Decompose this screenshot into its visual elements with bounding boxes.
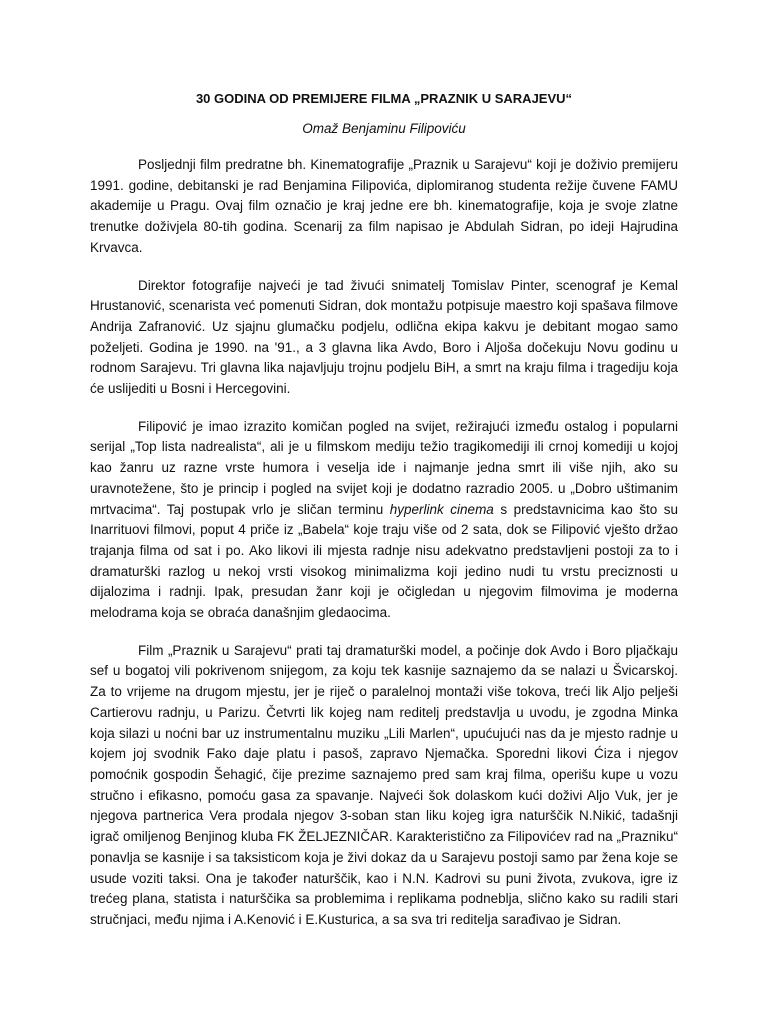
paragraph-3	[90, 417, 678, 624]
paragraph-3-text-after: s predstavnicima kao što su Inarrituovi filmovi, poput 4 priče iz „Babela“ koje traju više od 2 sata, dok se Filipović vješto držao trajanja filma od sat i po. Ako likovi ili mjesta radnje nisu adekvatno predstavljeni postoji za to i dramaturški razlog u nekoj vrsti visokog minimalizma koji jedino nudi tu vrstu preciznosti u dijalozima i radnji. Ipak, presudan žanr koji je očigledan u njegovim filmovima je moderna melodrama koja se obraća današnjim gledaocima.	[90, 501, 679, 621]
paragraph-3-italic-term: hyperlink cinema	[389, 501, 494, 517]
document-title: 30 GODINA OD PREMIJERE FILMA „PRAZNIK U SARAJEVU“	[195, 91, 573, 106]
paragraph-4: Film „Praznik u Sarajevu“ prati taj dramaturški model, a počinje dok Avdo i Boro pljačkaju sef u bogatoj vili pokrivenom snijegom, za koju tek kasnije saznajemo da se nalazi u Švicarskoj. Za to vrijeme na drugom mjestu, jer je riječ o paralelnoj montaži više tokova, treći lik Aljo pelješi Cartierovu radnju, u Parizu. Četvrti lik kojeg nam reditelj predstavlja u uvodu, je zgodna Minka koja silazi u noćni bar uz instrumentalnu muziku „Lili Marlen“, upućujući nas da je mjesto radnje u kojem joj svodnik Fako daje platu i pasoš, zapravo Njemačka. Sporedni likovi Ćiza i njegov pomoćnik gospodin Šehagić, čije prezime saznajemo pred sam kraj filma, operišu kupe u vozu stručno i efikasno, pomoću gasa za spavanje. Najveći šok dolaskom kući doživi Aljo Vuk, jer je njegova partnerica Vera prodala njegov 3-soban stan liku kojeg igra naturščik N.Nikić, tadašnji igrač omiljenog Benjinog kluba FK ŽELJEZNIČAR. Karakteristično za Filipovićev rad na „Prazniku“ ponavlja se kasnije i sa taksisticom koja je živi dokaz da u Sarajevu postoji samo par žena koje se usude voziti taksi. Ona je također naturščik, kao i N.N. Kadrovi su puni života, zvukova, igre iz trećeg plana, statista i naturščika sa problemima i replikama podnebljа, slično kako su radili stari stručnjaci, među njima i A.Kenović i E.Kusturica, a sa sva tri reditelja sarađivao je Sidran.	[90, 642, 678, 927]
document-subtitle: Omaž Benjaminu Filipoviću	[302, 121, 466, 136]
paragraph-2: Direktor fotografije najveći je tad živući snimatelj Tomislav Pinter, scenograf je Kemal Hrustanović, scenarista već pomenuti Sidran, dok montažu potpisuje maestro koji spašava filmove Andrija Zafranović. Uz sjajnu glumačku podjelu, odlična ekipa kakvu je debitant mogao samo poželjeti. Godina je 1990. na '91., a 3 glavna lika Avdo, Boro i Aljoša dočekuju Novu godinu u rodnom Sarajevu. Tri glavna lika najavljuju trojnu podjelu BiH, a smrt na kraju filma i tragediju koja će uslijediti u Bosni i Hercegovini.	[90, 277, 678, 397]
paragraph-3-text-before: Filipović je imao izrazito komičan pogled na svijet, režirajući između ostalog i popularni serijal „Top lista nadrealista“, ali je u filmskom mediju težio tragikomediji ili crnoj komediji u kojoj kao žanru uz razne vrste humora i veselja ide i najmanje jedna smrt ili više njih, ako su uravnotežene, što je princip i pogled na svijet koji je dodatno razradio 2005. u „Dobro uštimanim mrtvacima“. Taj postupak vrlo je sličan terminu	[90, 418, 678, 517]
paragraph-1: Posljednji film predratne bh. Kinematografije „Praznik u Sarajevu“ koji je doživio premijeru 1991. godine, debitanski je rad Benjamina Filipovića, diplomiranog studenta režije čuvene FAMU akademije u Pragu. Ovaj film označio je kraj jedne ere bh. kinematografije, koja je svoje zlatne trenutke doživjela 80-tih godina. Scenarij za film napisao je Abdulah Sidran, po ideji Hajrudina Krvavca.	[90, 157, 678, 255]
